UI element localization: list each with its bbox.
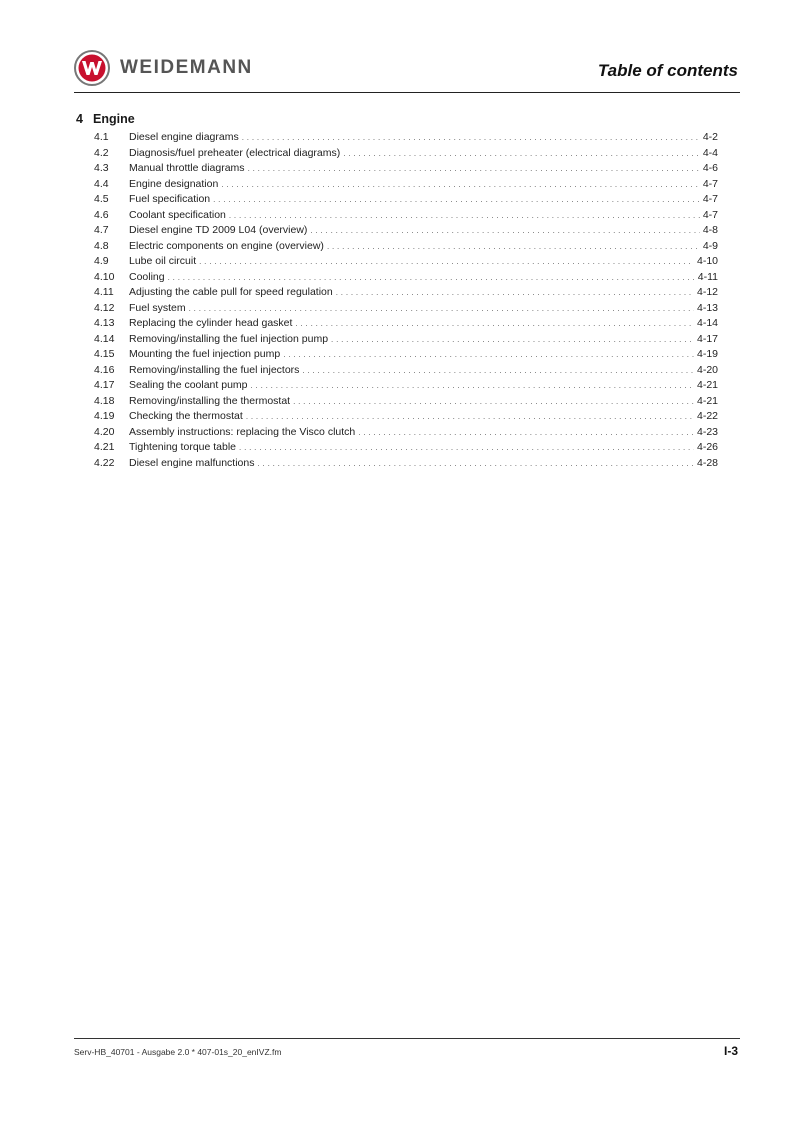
toc-entry-title: Removing/installing the fuel injection pump [129, 332, 329, 345]
toc-entry-number: 4.19 [94, 410, 115, 422]
chapter-number: 4 [76, 112, 83, 126]
toc-entry-page: 4-22 [696, 410, 718, 422]
table-of-contents [76, 110, 718, 471]
toc-entry-number: 4.1 [94, 131, 109, 143]
toc-entry-title: Diagnosis/fuel preheater (electrical diagrams) [129, 146, 341, 159]
toc-entry-page: 4-23 [696, 425, 718, 438]
toc-entry[interactable] [76, 130, 718, 146]
toc-entry-title: Removing/installing the thermostat [129, 394, 291, 407]
toc-leader-dots [221, 177, 699, 193]
toc-entry-number: 4.5 [94, 193, 109, 205]
toc-leader-dots [295, 316, 694, 332]
toc-entry-page: 4-6 [702, 162, 718, 174]
toc-entry-number: 4.12 [94, 301, 115, 314]
toc-entry[interactable] [76, 425, 718, 441]
toc-leader-dots [229, 208, 700, 224]
toc-entry-page: 4-19 [696, 348, 718, 360]
toc-leader-dots [293, 394, 694, 410]
toc-entry-title: Removing/installing the fuel injectors [129, 363, 300, 376]
footer-page-number: I-3 [723, 1044, 738, 1058]
toc-entry[interactable] [76, 177, 718, 193]
toc-entry-page: 4-13 [696, 301, 718, 314]
toc-entry-number: 4.20 [94, 425, 115, 438]
toc-entry[interactable] [76, 239, 718, 255]
toc-entry-number: 4.9 [94, 255, 109, 267]
toc-entry-title: Replacing the cylinder head gasket [129, 317, 293, 329]
brand-name: WEIDEMANN [120, 57, 253, 78]
toc-entry[interactable] [76, 347, 718, 363]
toc-leader-dots [199, 254, 694, 270]
toc-leader-dots [327, 239, 700, 255]
toc-entry[interactable] [76, 161, 718, 177]
toc-entry-page: 4-28 [696, 456, 718, 469]
toc-entry[interactable] [76, 254, 718, 270]
toc-leader-dots [336, 285, 694, 301]
toc-entry-title: Cooling [129, 270, 165, 283]
toc-leader-dots [258, 456, 694, 472]
toc-entry-number: 4.16 [94, 363, 115, 376]
toc-entry-page: 4-11 [697, 270, 718, 283]
toc-leader-dots [189, 301, 694, 317]
toc-entry-title: Diesel engine diagrams [129, 131, 239, 143]
toc-entry-page: 4-10 [696, 255, 718, 267]
toc-entry-title: Sealing the coolant pump [129, 379, 248, 391]
chapter-title: Engine [93, 112, 135, 126]
toc-entry-page: 4-21 [696, 379, 718, 391]
toc-entry[interactable] [76, 394, 718, 410]
toc-leader-dots [310, 223, 699, 239]
page-title: Table of contents [597, 61, 738, 80]
toc-entry-page: 4-7 [702, 193, 718, 205]
toc-entry-page: 4-26 [696, 441, 718, 453]
toc-entry-title: Electric components on engine (overview) [129, 239, 324, 252]
toc-entry-title: Adjusting the cable pull for speed regulation [129, 286, 333, 298]
toc-entry-title: Mounting the fuel injection pump [129, 348, 281, 360]
toc-entry-title: Checking the thermostat [129, 410, 243, 422]
toc-entry-number: 4.13 [94, 317, 115, 329]
toc-entry[interactable] [76, 223, 718, 239]
page-footer [74, 1038, 740, 1063]
weidemann-w-logo-icon [74, 50, 110, 86]
toc-entry-title: Tightening torque table [129, 441, 237, 453]
toc-entry-page: 4-7 [702, 177, 718, 190]
toc-entry-page: 4-2 [702, 131, 718, 143]
toc-entry-number: 4.6 [94, 208, 109, 221]
toc-leader-dots [283, 347, 694, 363]
page-header [74, 48, 740, 93]
toc-entry[interactable] [76, 363, 718, 379]
toc-entries [76, 130, 718, 471]
toc-leader-dots [302, 363, 694, 379]
toc-entry-number: 4.11 [94, 286, 114, 298]
footer-document-reference: Serv-HB_40701 - Ausgabe 2.0 * 407-01s_20_enIVZ.fm [74, 1047, 282, 1057]
toc-leader-dots [213, 192, 700, 208]
toc-entry-title: Manual throttle diagrams [129, 162, 245, 174]
toc-entry-number: 4.15 [94, 348, 115, 360]
toc-entry-number: 4.8 [94, 239, 109, 252]
toc-leader-dots [358, 425, 694, 441]
toc-entry-page: 4-8 [702, 224, 718, 236]
brand-logo [74, 50, 253, 86]
toc-entry-page: 4-17 [696, 332, 718, 345]
toc-entry-page: 4-14 [696, 317, 718, 329]
chapter-heading [76, 110, 718, 128]
toc-entry-page: 4-21 [696, 394, 718, 407]
toc-entry-number: 4.14 [94, 332, 115, 345]
toc-leader-dots [239, 440, 694, 456]
toc-entry[interactable] [76, 146, 718, 162]
toc-entry-page: 4-4 [702, 146, 718, 159]
toc-entry-number: 4.7 [94, 224, 109, 236]
toc-entry[interactable] [76, 456, 718, 472]
toc-entry[interactable] [76, 301, 718, 317]
toc-entry-title: Fuel specification [129, 193, 211, 205]
toc-leader-dots [246, 409, 694, 425]
toc-entry[interactable] [76, 208, 718, 224]
toc-entry-title: Fuel system [129, 301, 186, 314]
toc-entry-title: Assembly instructions: replacing the Visco clutch [129, 425, 356, 438]
toc-leader-dots [251, 378, 694, 394]
toc-entry[interactable] [76, 192, 718, 208]
toc-entry-number: 4.10 [94, 270, 115, 283]
toc-entry-number: 4.3 [94, 162, 109, 174]
toc-entry-number: 4.22 [94, 456, 115, 469]
toc-entry[interactable] [76, 270, 718, 286]
toc-entry-page: 4-7 [702, 208, 718, 221]
toc-entry[interactable] [76, 440, 718, 456]
toc-leader-dots [331, 332, 694, 348]
toc-entry-title: Diesel engine malfunctions [129, 456, 255, 469]
toc-leader-dots [168, 270, 695, 286]
toc-leader-dots [248, 161, 700, 177]
toc-entry[interactable] [76, 285, 718, 301]
toc-entry-number: 4.18 [94, 394, 115, 407]
toc-entry-title: Lube oil circuit [129, 255, 197, 267]
toc-leader-dots [343, 146, 700, 162]
toc-entry-page: 4-12 [696, 286, 718, 298]
toc-entry[interactable] [76, 316, 718, 332]
toc-entry-number: 4.4 [94, 177, 109, 190]
toc-entry-page: 4-20 [696, 363, 718, 376]
toc-entry[interactable] [76, 378, 718, 394]
toc-entry[interactable] [76, 332, 718, 348]
toc-entry[interactable] [76, 409, 718, 425]
toc-entry-page: 4-9 [702, 239, 718, 252]
toc-entry-title: Diesel engine TD 2009 L04 (overview) [129, 224, 308, 236]
toc-entry-number: 4.17 [94, 379, 115, 391]
toc-entry-number: 4.21 [94, 441, 115, 453]
toc-entry-number: 4.2 [94, 146, 109, 159]
toc-leader-dots [242, 130, 700, 146]
toc-entry-title: Coolant specification [129, 208, 226, 221]
toc-entry-title: Engine designation [129, 177, 219, 190]
